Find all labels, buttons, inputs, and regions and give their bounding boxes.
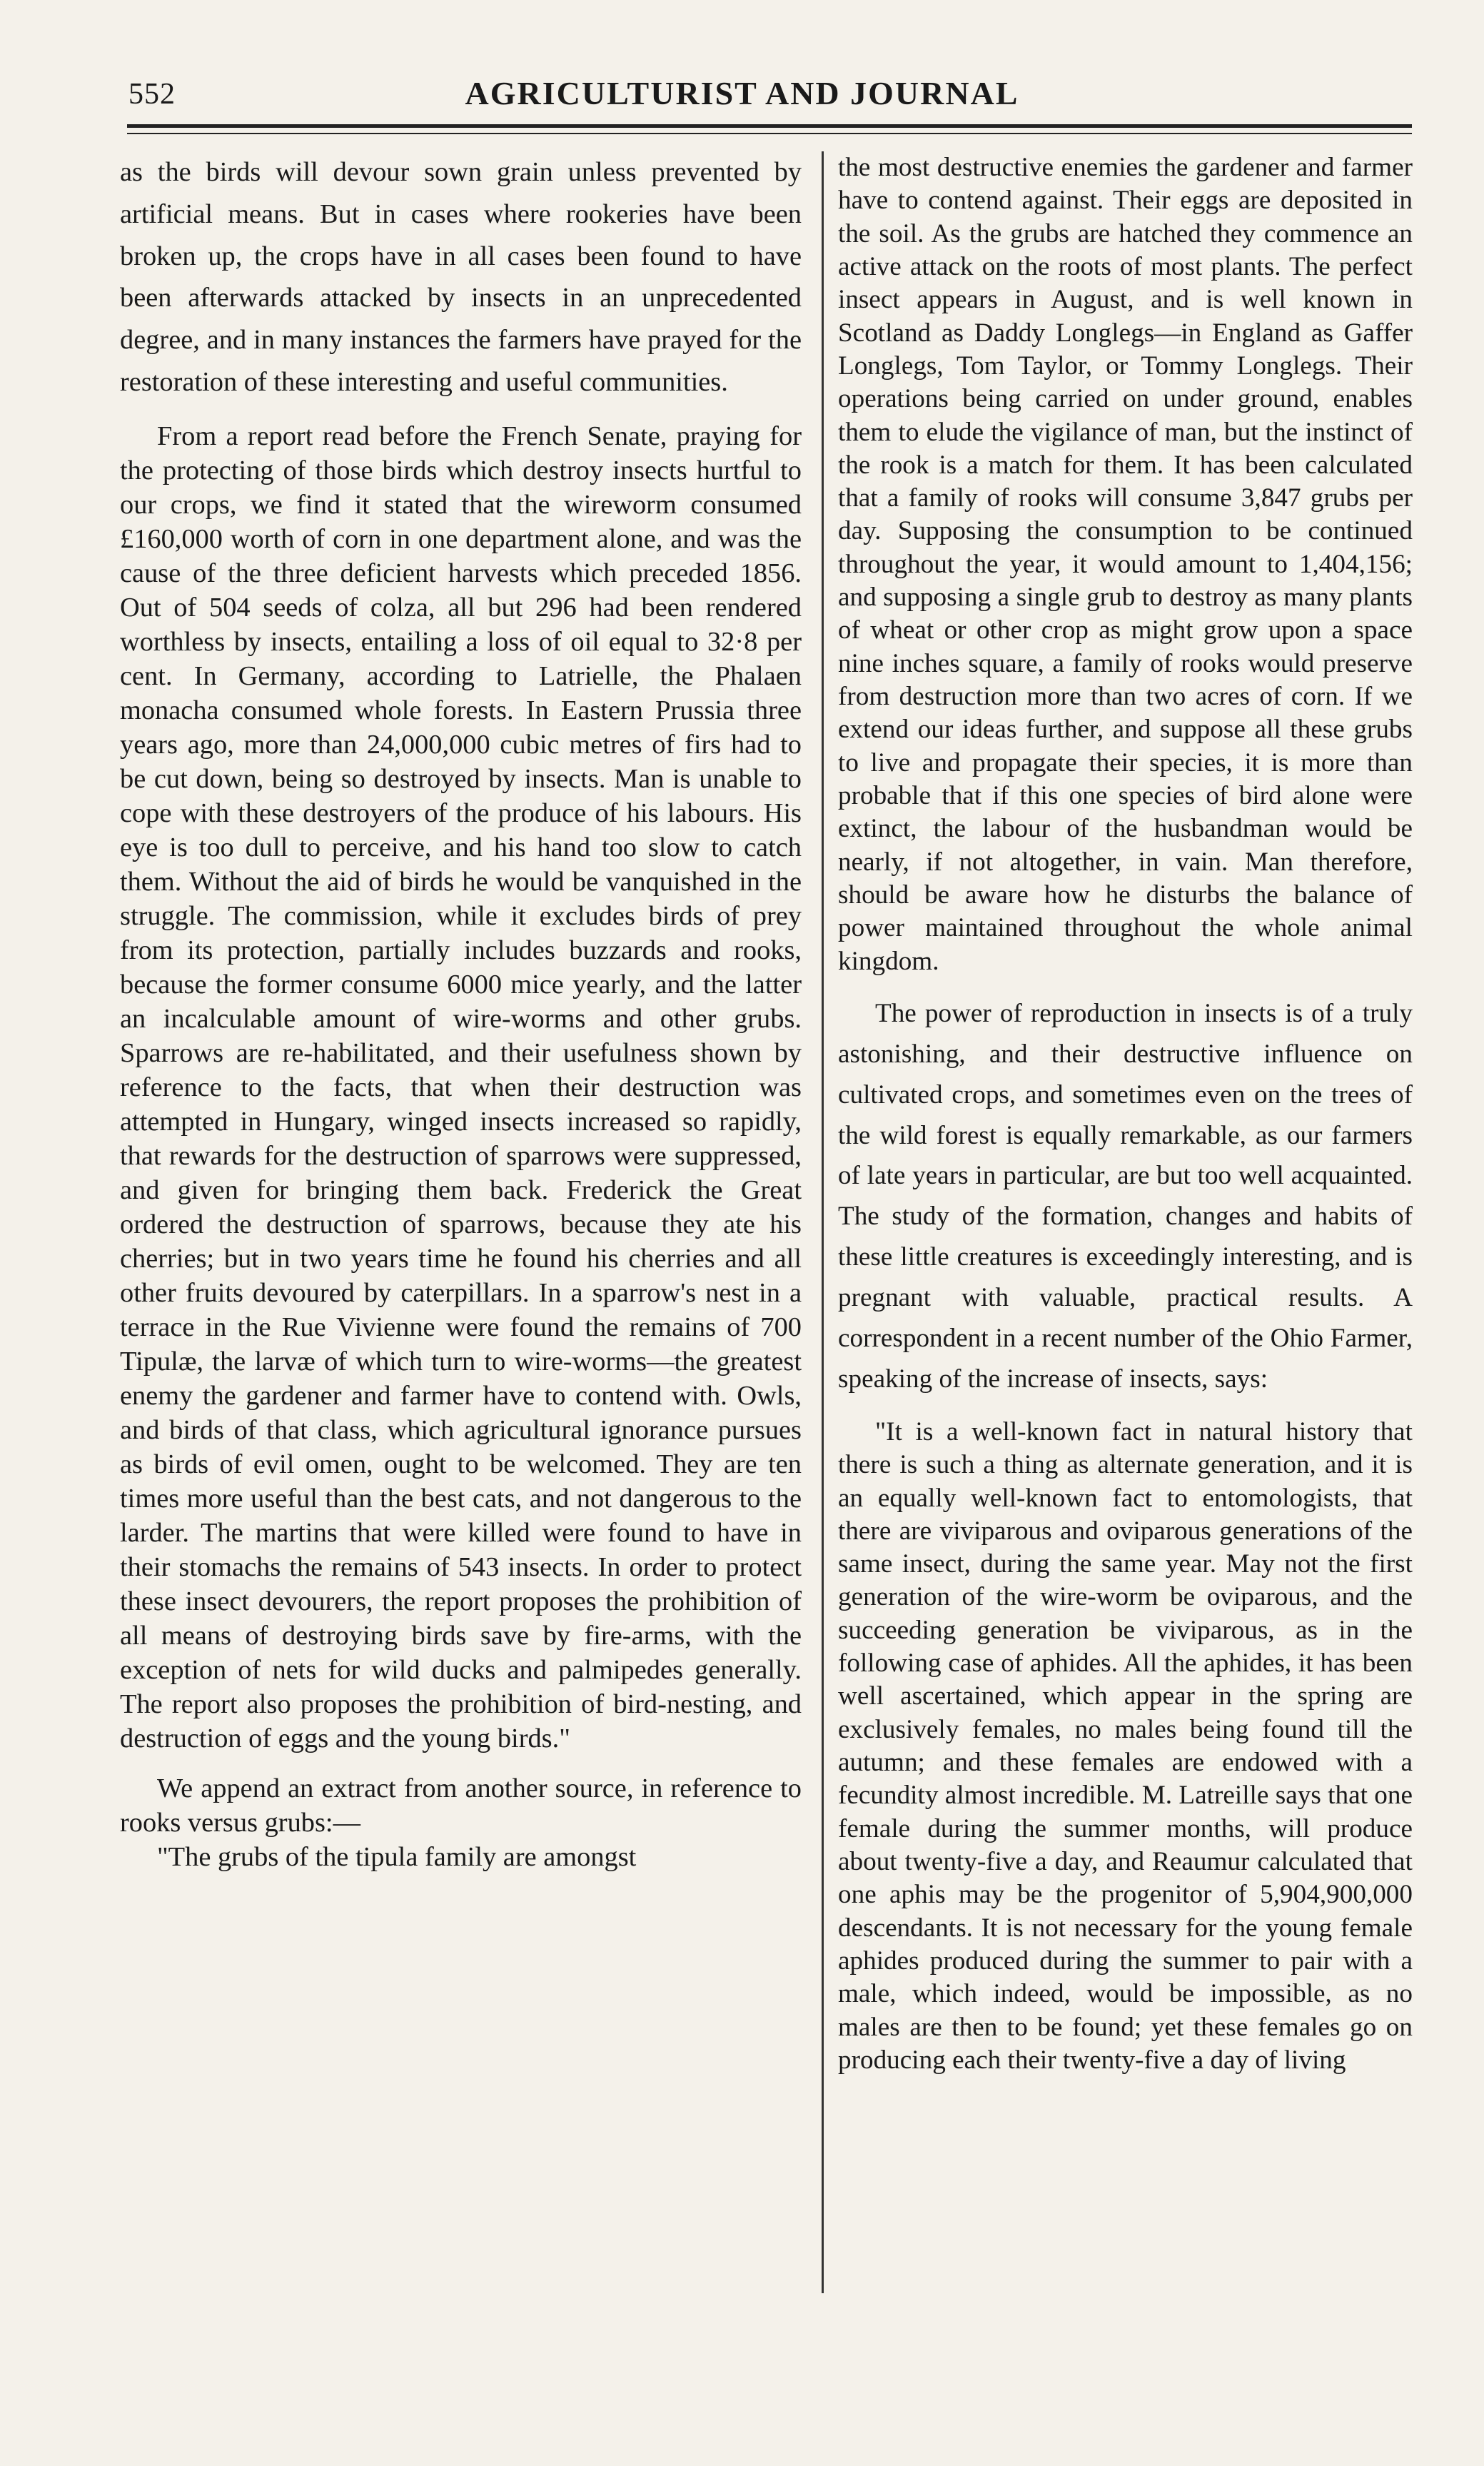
left-paragraph-1: as the birds will devour sown grain unless prevented by artificial means. But in cases where rookeries have been broken up, the crops have in all cases been found to have been afterwards attacked by insects in an unprecedented degree, and in many instances the farmers have prayed for the restoration of these interesting and useful communities.	[120, 157, 802, 397]
right-column	[838, 151, 1413, 2315]
running-title: AGRICULTURIST AND JOURNAL	[465, 75, 1019, 111]
column-divider	[822, 151, 824, 2293]
right-paragraph-1: the most destructive enemies the gardener and farmer have to contend against. Their eggs are deposited in the soil. As the grubs are hatched they commence an active attack on the roots of most plants. The perfect insect appears in August, and is well known in Scotland as Daddy Longlegs—in England as Gaffer Longlegs, Tom Taylor, or Tommy Longlegs. Their operations being carried on under ground, enables them to elude the vigilance of man, but the instinct of the rook is a match for them. It has been calculated that a family of rooks will consume 3,847 grubs per day. Supposing the consumption to be continued throughout the year, it would amount to 1,404,156; and supposing a single grub to destroy as many plants of wheat or other crop as might grow upon a space nine inches square, a family of rooks would preserve from destruction more than two acres of corn. If we extend our ideas further, and suppose all these grubs to live and propagate their species, it is more than probable that if this one species of bird alone were extinct, the labour of the husbandman would be nearly, if not altogether, in vain. Man therefore, should be aware how he disturbs the balance of power maintained throughout the whole animal kingdom.	[838, 153, 1413, 976]
page-number: 552	[128, 78, 176, 111]
left-paragraph-4: "The grubs of the tipula family are amongst	[157, 1841, 637, 1872]
header-rule-thick	[127, 124, 1412, 128]
header-rule-thin	[127, 133, 1412, 134]
left-paragraph-3: We append an extract from another source, in reference to rooks versus grubs:—	[120, 1773, 802, 1838]
left-column	[120, 151, 802, 2315]
right-paragraph-3: "It is a well-known fact in natural history that there is such a thing as alternate generation, and it is an equally well-known fact to entomologists, that there are viviparous and oviparous generations of the same insect, during the same year. May not the first generation of the wire-worm be oviparous, and the succeeding generation be viviparous, as in the following case of aphides. All the aphides, it has been well ascertained, which appear in the spring are exclusively females, no males being found till the autumn; and these females are endowed with a fecundity almost incredible. M. Latreille says that one female during the summer months, will produce about twenty-five a day, and Reaumur calculated that one aphis may be the progenitor of 5,904,900,000 descendants. It is not necessary for the young female aphides produced during the summer to pair with a male, which indeed, would be impossible, as no males are then to be found; yet these females go on producing each their twenty-five a day of living	[838, 1416, 1413, 2075]
left-paragraph-2: From a report read before the French Senate, praying for the protecting of those birds which destroy insects hurtful to our crops, we find it stated that the wireworm consumed £160,000 worth of corn in one department alone, and was the cause of the three deficient harvests which preceded 1856. Out of 504 seeds of colza, all but 296 had been rendered worthless by insects, entailing a loss of oil equal to 32·8 per cent. In Germany, according to Latrielle, the Phalaen monacha consumed whole forests. In Eastern Prussia three years ago, more than 24,000,000 cubic metres of firs had to be cut down, being so destroyed by insects. Man is unable to cope with these destroyers of the produce of his labours. His eye is too dull to perceive, and his hand too slow to catch them. Without the aid of birds he would be vanquished in the struggle. The commission, while it excludes birds of prey from its protection, partially includes buzzards and rooks, because the former consume 6000 mice yearly, and the latter an incalculable amount of wire-worms and other grubs. Sparrows are re-habilitated, and their usefulness shown by reference to the facts, that when their destruction was attempted in Hungary, winged insects increased so rapidly, that rewards for the destruction of sparrows were suppressed, and given for bringing them back. Frederick the Great ordered the destruction of sparrows, because they ate his cherries; but in two years time he found his cherries and all other fruits devoured by caterpillars. In a sparrow's nest in a terrace in the Rue Vivienne were found the remains of 700 Tipulæ, the larvæ of which turn to wire-worms—the greatest enemy the gardener and farmer have to contend with. Owls, and birds of that class, which agricultural ignorance pursues as birds of evil omen, ought to be welcomed. They are ten times more useful than the best cats, and not dangerous to the larder. The martins that were killed were found to have in their stomachs the remains of 543 insects. In order to protect these insect devourers, the report proposes the prohibition of all means of destroying birds save by fire-arms, with the exception of nets for wild ducks and palmipedes generally. The report also proposes the prohibition of bird-nesting, and destruction of eggs and the young birds."	[120, 421, 802, 1753]
right-paragraph-2: The power of reproduction in insects is of a truly astonishing, and their destructive influence on cultivated crops, and sometimes even on the trees of the wild forest is equally remarkable, as our farmers of late years in particular, are but too well acquainted. The study of the formation, changes and habits of these little creatures is exceedingly interesting, and is pregnant with valuable, practical results. A correspondent in a recent number of the Ohio Farmer, speaking of the increase of insects, says:	[838, 998, 1413, 1394]
